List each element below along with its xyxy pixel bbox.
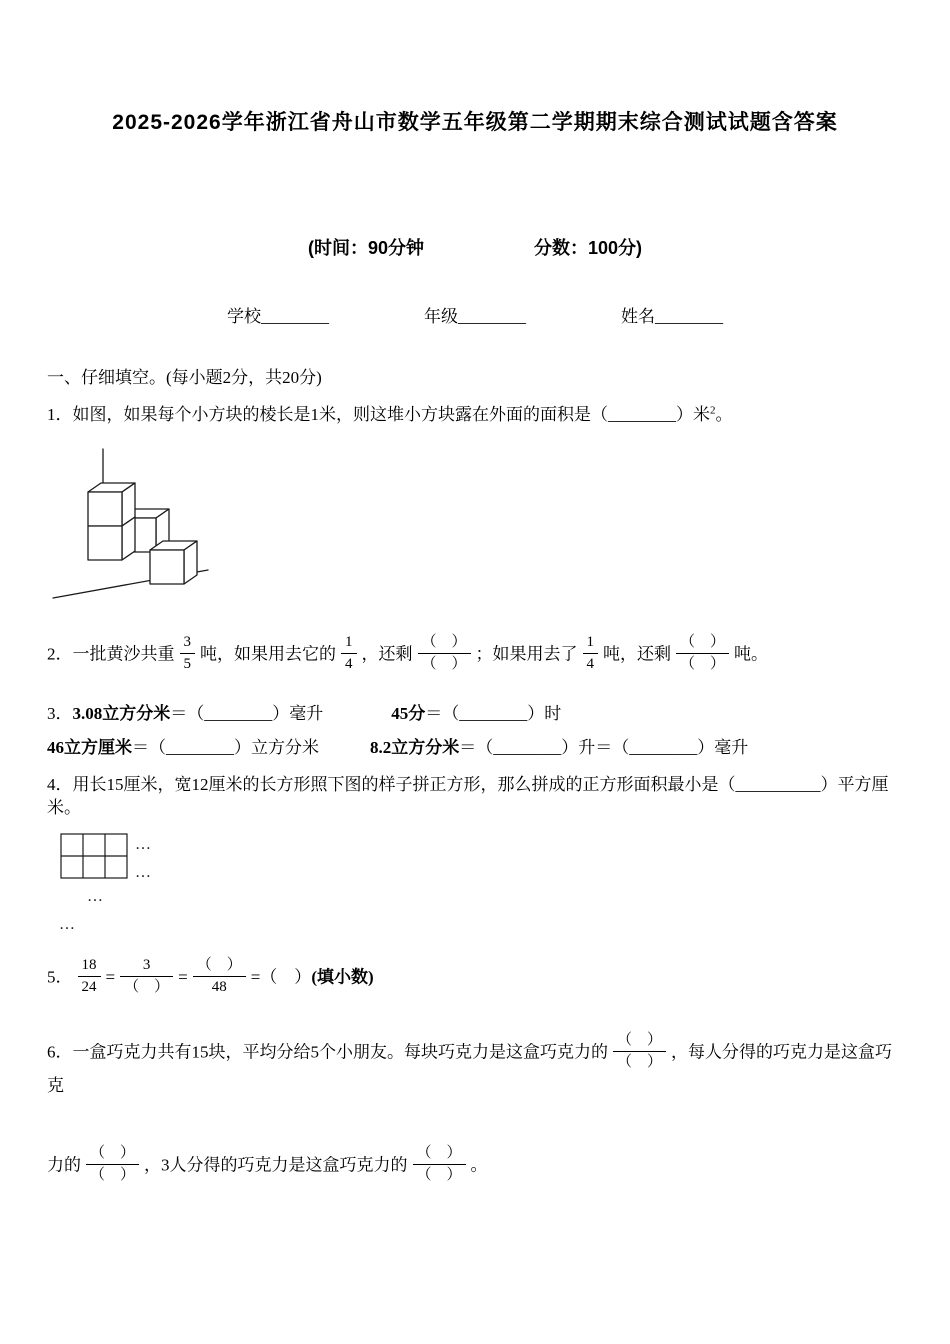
text-run: (填小数)	[311, 967, 374, 987]
time-label: (时间：90分钟	[307, 238, 424, 258]
text-run: 3.08立方分米	[72, 703, 171, 723]
tiling-figure	[59, 831, 234, 935]
question-4-line-1	[47, 773, 903, 796]
fraction	[413, 1145, 466, 1185]
text-run: 。	[470, 1155, 488, 1175]
fraction	[418, 634, 471, 674]
text-run: =（ ）	[250, 967, 312, 987]
question-2	[47, 636, 903, 676]
text-run: 45分	[391, 703, 426, 723]
text-run: ，还剩	[361, 644, 413, 664]
text-run: 吨。	[734, 644, 769, 664]
fraction-denominator: 4	[341, 653, 357, 673]
exam-meta	[47, 234, 903, 260]
fraction-denominator: （ ）	[676, 653, 729, 673]
text-run: ，每人分得的巧克力是这盒巧克	[47, 1042, 893, 1095]
question-3-line-1	[47, 702, 903, 725]
text-run	[319, 738, 370, 757]
cube	[88, 483, 135, 526]
text-run: ＝（________）时	[425, 703, 562, 723]
fraction-numerator: （ ）	[90, 1144, 136, 1161]
fraction	[120, 957, 173, 997]
text-run: 46立方厘米	[47, 737, 132, 757]
ellipsis-text: …	[135, 835, 151, 853]
fraction-denominator: （ ）	[613, 1051, 666, 1071]
score-label: 分数：100分)	[533, 238, 643, 258]
question-1	[47, 403, 903, 426]
text-run: 。	[715, 405, 733, 424]
fraction-denominator: （ ）	[86, 1164, 139, 1184]
fraction-numerator: （ ）	[617, 1032, 663, 1048]
text-run: 力的	[47, 1155, 81, 1175]
ellipsis-text: …	[59, 915, 75, 933]
question-3-line-2	[47, 736, 903, 759]
section-1-heading: 一、仔细填空。(每小题2分，共20分)	[47, 368, 322, 387]
fraction-numerator: 3	[183, 634, 191, 650]
text-run: =	[105, 967, 116, 987]
text-run: 6．一盒巧克力共有15块，平均分给5个小朋友。每块巧克力是这盒巧克力的	[47, 1042, 608, 1062]
question-5	[47, 956, 903, 999]
cube	[150, 541, 197, 584]
fraction-denominator: 48	[193, 976, 246, 996]
cube-stack-figure	[50, 446, 215, 618]
fraction	[78, 957, 101, 997]
fraction-numerator: （ ）	[421, 634, 467, 650]
fraction	[180, 634, 196, 674]
text-run: 吨，还剩	[603, 644, 672, 664]
fraction-numerator: （ ）	[196, 956, 242, 973]
fraction-numerator: （ ）	[416, 1144, 462, 1161]
text-run: =	[178, 967, 188, 987]
text-run	[323, 704, 391, 723]
fraction-denominator: （ ）	[413, 1164, 466, 1184]
page-title: 2025-2026学年浙江省舟山市数学五年级第二学期期末综合测试试题含答案	[112, 111, 838, 134]
fraction-numerator: 3	[142, 956, 151, 973]
fraction	[676, 634, 729, 674]
fraction-denominator: （ ）	[418, 653, 471, 673]
text-run: 2．一批黄沙共重	[47, 644, 175, 664]
superscript: 2	[710, 404, 716, 417]
fraction-denominator: （ ）	[120, 976, 173, 996]
fraction	[613, 1032, 666, 1072]
fraction-numerator: 18	[81, 956, 97, 973]
text-run: 1．如图，如果每个小方块的棱长是1米，则这堆小方块露在外面的面积是（________）米	[47, 405, 710, 424]
text-run: 8.2立方分米	[370, 737, 460, 757]
fraction	[341, 634, 357, 674]
text-run: 米。	[47, 797, 81, 817]
ellipsis-text: …	[87, 887, 103, 905]
text-run: 3．	[47, 703, 73, 723]
fraction	[583, 634, 599, 674]
ellipsis-text: …	[135, 863, 151, 881]
text-run: ＝（________）毫升	[170, 703, 324, 723]
fraction-numerator: 1	[345, 634, 353, 650]
info-fields	[47, 302, 903, 327]
text-run: 5．	[47, 967, 73, 987]
text-run: ，3人分得的巧克力是这盒巧克力的	[144, 1155, 408, 1175]
fraction	[193, 957, 246, 997]
text-run: ；如果用去了	[475, 644, 578, 664]
school-field: 学校________	[227, 307, 329, 326]
question-6-line-2	[47, 1144, 903, 1187]
question-4-line-2	[47, 796, 903, 819]
fraction-numerator: （ ）	[680, 634, 726, 650]
question-6-line-1	[47, 1034, 903, 1097]
fraction-denominator: 5	[180, 653, 196, 673]
fraction-denominator: 4	[583, 653, 599, 673]
grade-field: 年级________	[424, 307, 526, 326]
name-field: 姓名________	[621, 307, 723, 326]
text-run: ＝（________）升＝（________）毫升	[459, 737, 749, 757]
fraction-denominator: 24	[78, 976, 101, 996]
text-run: ＝（________）立方分米	[132, 737, 319, 757]
text-run: 吨，如果用去它的	[200, 644, 336, 664]
fraction	[86, 1145, 139, 1185]
text-run: 4．用长15厘米，宽12厘米的长方形照下图的样子拼正方形，那么拼成的正方形面积最小是（__________）平方厘	[47, 774, 889, 794]
fraction-numerator: 1	[586, 634, 595, 650]
